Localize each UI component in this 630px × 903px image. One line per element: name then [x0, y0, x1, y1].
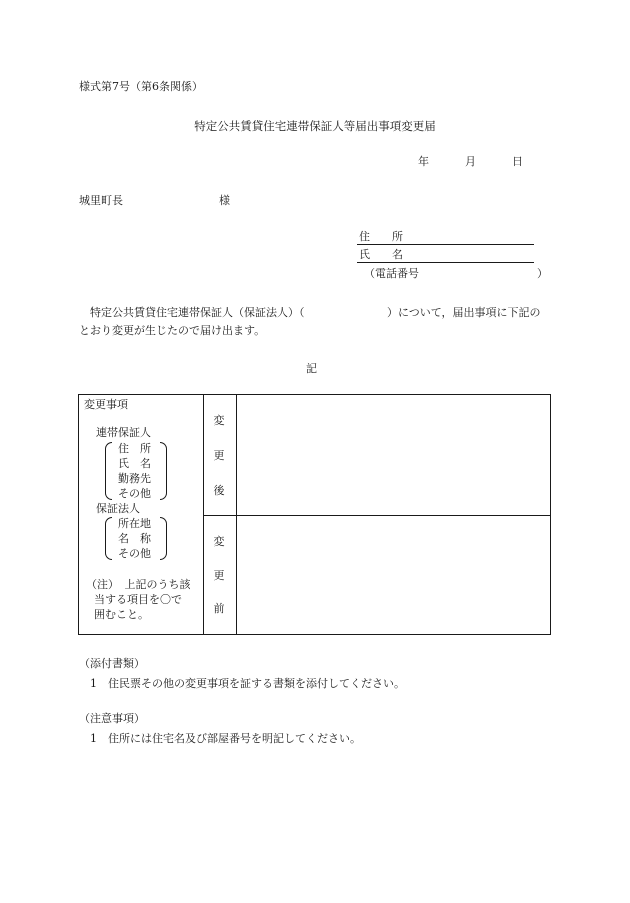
body-line2: とおり変更が生じたので届け出ます。	[79, 324, 266, 337]
note-line-3: 囲むこと。	[94, 608, 149, 621]
guarantor-label: 連帯保証人	[96, 426, 151, 439]
change-table	[78, 394, 551, 635]
guarantor-item-name: 氏 名	[118, 457, 151, 470]
phone-close: ）	[537, 267, 548, 280]
date-year: 年	[418, 155, 429, 168]
date-day: 日	[512, 155, 523, 168]
cautions-item-1: 1 住所には住宅名及び部屋番号を明記してください。	[90, 732, 361, 745]
corporate-item-name: 名 称	[118, 532, 151, 545]
after-label-char-3: 後	[213, 484, 225, 497]
guarantor-left-bracket	[105, 442, 112, 500]
note-line-1: （注） 上記のうち該	[86, 578, 191, 591]
guarantor-item-address: 住 所	[118, 442, 151, 455]
addressee-name: 城里町長	[79, 194, 123, 207]
before-label-char-1: 変	[213, 535, 225, 548]
change-items-header: 変更事項	[84, 398, 128, 411]
corporate-left-bracket	[105, 517, 112, 560]
name-label: 氏 名	[359, 248, 403, 261]
address-label: 住 所	[359, 230, 403, 243]
guarantor-right-bracket	[160, 442, 167, 500]
body-line1-start: 特定公共賃貸住宅連帯保証人（保証法人）（	[90, 306, 305, 319]
after-label-char-2: 更	[213, 449, 225, 462]
ki-label: 記	[306, 362, 317, 375]
name-underline	[357, 262, 534, 263]
before-label-char-2: 更	[213, 569, 225, 582]
before-label-char-3: 前	[213, 602, 225, 615]
before-change-field[interactable]	[237, 516, 550, 634]
address-underline	[357, 244, 534, 245]
corporate-label: 保証法人	[96, 502, 140, 515]
form-number: 様式第7号（第6条関係）	[79, 80, 203, 93]
note-line-2: 当する項目を〇で	[94, 593, 182, 606]
after-label-char-1: 変	[213, 414, 225, 427]
corporate-right-bracket	[160, 517, 167, 560]
phone-label: （電話番号	[364, 267, 419, 280]
guarantor-item-workplace: 勤務先	[118, 472, 151, 485]
addressee-honorific: 様	[219, 194, 230, 207]
corporate-item-other: その他	[118, 547, 151, 560]
cautions-heading: （注意事項）	[79, 712, 145, 725]
date-month: 月	[465, 155, 476, 168]
document-title: 特定公共賃貸住宅連帯保証人等届出事項変更届	[194, 119, 436, 133]
corporate-item-location: 所在地	[118, 517, 151, 530]
guarantor-item-other: その他	[118, 487, 151, 500]
after-change-field[interactable]	[237, 395, 550, 515]
attachments-heading: （添付書類）	[79, 657, 145, 670]
attachments-item-1: 1 住民票その他の変更事項を証する書類を添付してください。	[90, 677, 405, 690]
body-line1-end: ）について，届出事項に下記の	[387, 306, 541, 319]
